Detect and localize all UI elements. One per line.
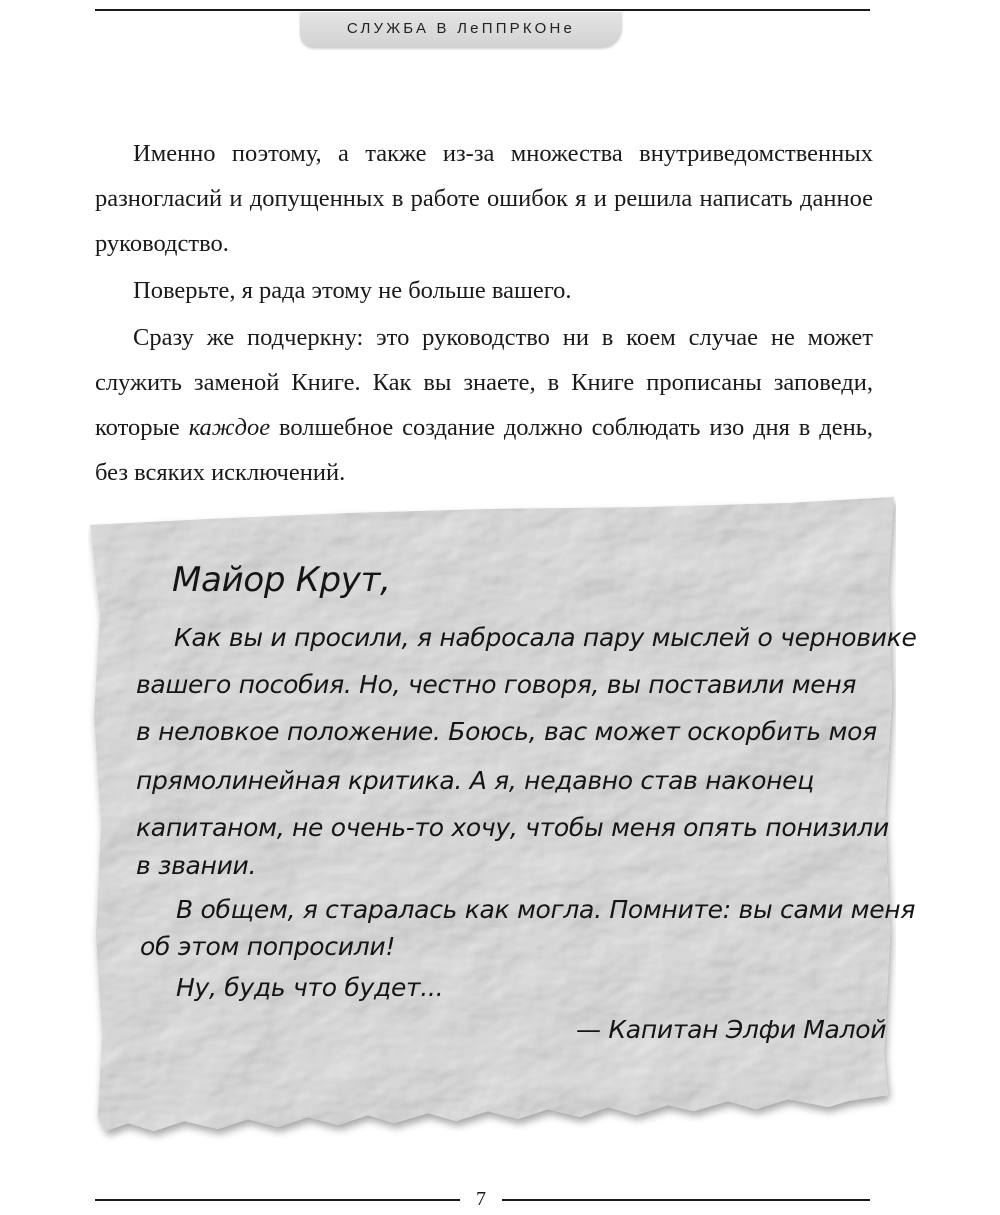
running-title: СЛУЖБА В ЛеППРКОНе — [346, 20, 576, 37]
page-number: 7 — [476, 1188, 486, 1210]
body-text — [95, 131, 873, 495]
running-header — [0, 0, 1000, 50]
footer-rule-left — [95, 1199, 460, 1201]
note-line-7: В общем, я старалась как могла. Помните: вы сами меня — [176, 895, 916, 924]
body-paragraph-2: Поверьте, я рада этому не больше вашего. — [133, 277, 572, 304]
body-paragraph-3-part-1: Сразу же подчеркну: это руководство ни в коем случае не может служить заменой Книге. Как вы знаете, в Книге прописаны заповеди, которые — [95, 324, 873, 441]
note-salutation: Майор Крут, — [172, 560, 391, 600]
note-line-3: в неловкое положение. Боюсь, вас может оскорбить моя — [136, 717, 877, 746]
note-line-9: Ну, будь что будет... — [176, 973, 444, 1002]
body-paragraph-1: Именно поэтому, а также из-за множества внутриведомственных разногласий и допущенных в работе ошибок я и решила написать данное руководство. — [95, 140, 873, 257]
note-text — [88, 495, 917, 1150]
note-line-2: вашего пособия. Но, честно говоря, вы поставили меня — [136, 670, 857, 699]
note-line-8: об этом попросили! — [140, 932, 396, 961]
header-rule — [95, 9, 870, 11]
footer-rule-right — [502, 1199, 870, 1201]
note-line-4: прямолинейная критика. А я, недавно став наконец — [136, 766, 814, 795]
note-line-5: капитаном, не очень-то хочу, чтобы меня опять понизили — [136, 813, 889, 842]
body-paragraph-3-emphasis: каждое — [188, 414, 271, 441]
note-signature: — Капитан Элфи Малой — [576, 1015, 887, 1044]
body-paragraph-3 — [95, 315, 873, 495]
note-line-1: Как вы и просили, я набросала пару мыслей о черновике — [174, 623, 917, 652]
body-paragraph-3-part-2: волшебное создание должно соблюдать изо дня в день, без всяких исключений. — [95, 414, 874, 486]
note-line-6: в звании. — [136, 851, 257, 880]
handwritten-note — [88, 495, 917, 1150]
